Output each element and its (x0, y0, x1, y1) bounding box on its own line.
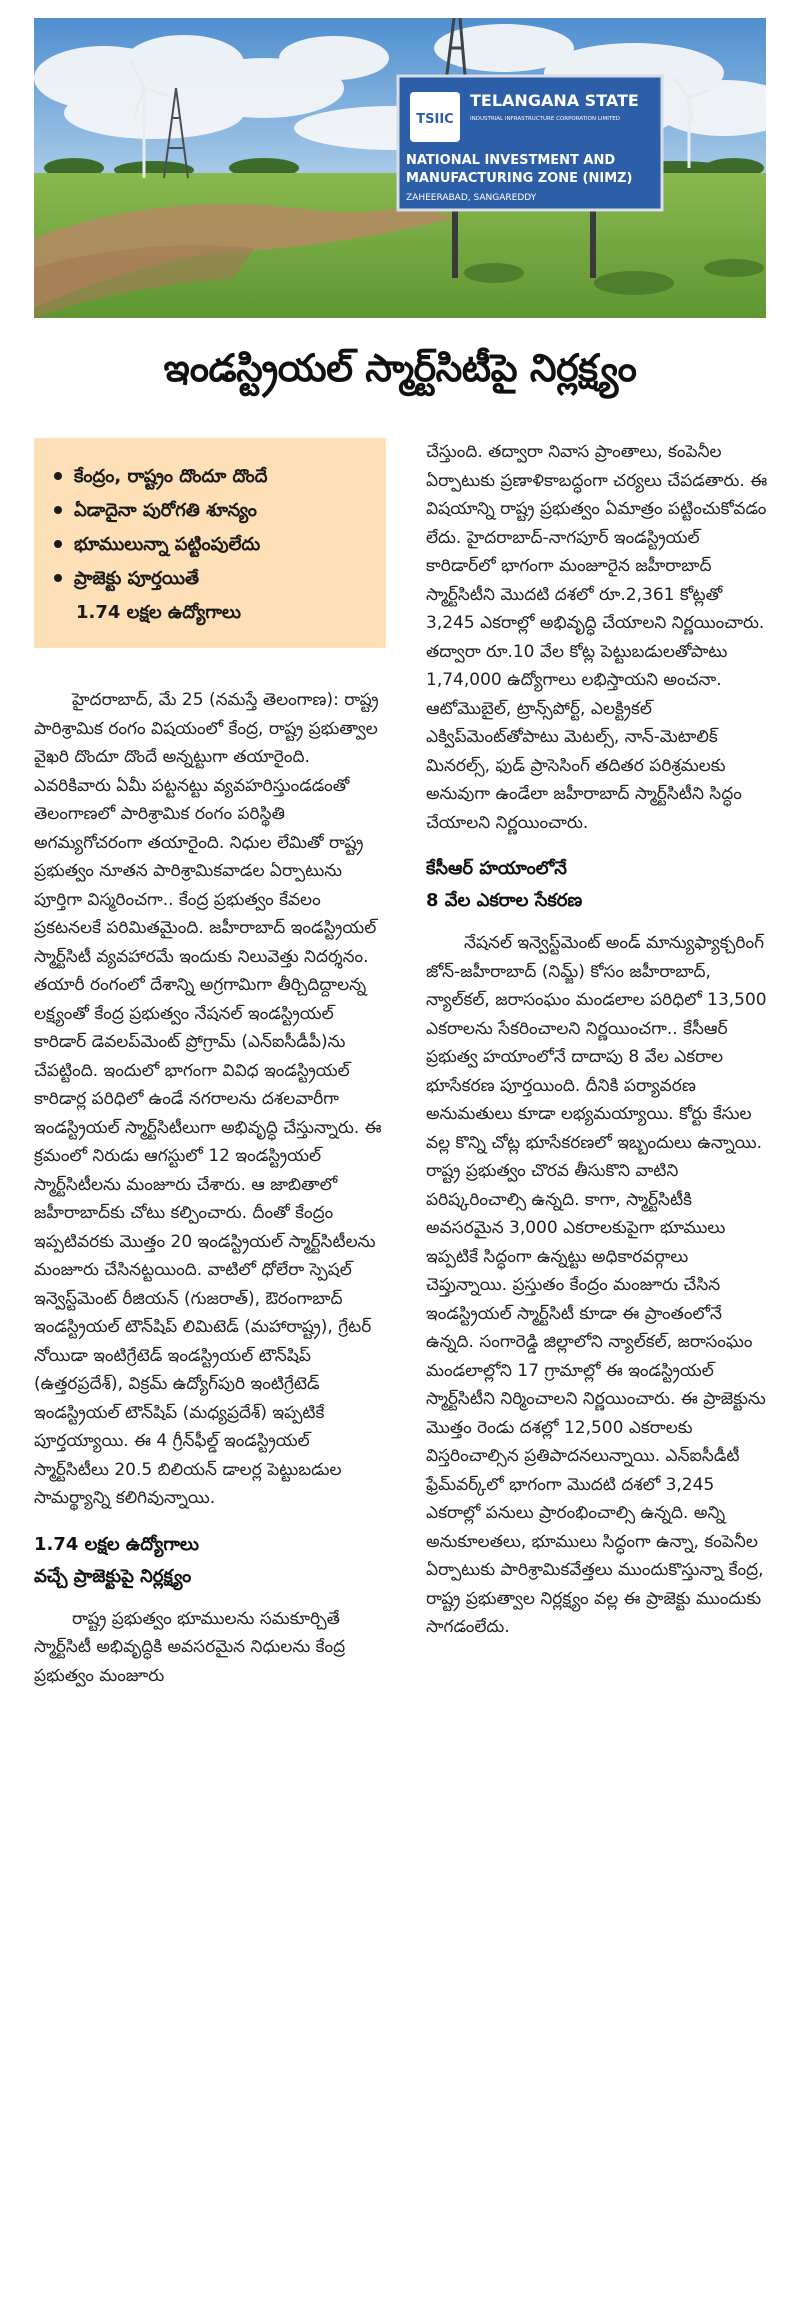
subheading (34, 1529, 386, 1593)
highlight-item: భూములున్నా పట్టింపులేదు (50, 528, 372, 562)
highlight-item: ఏడాదైనా పురోగతి శూన్యం (50, 494, 372, 528)
subheading-line: వచ్చే ప్రాజెక్టుపై నిర్లక్ష్యం (34, 1565, 192, 1587)
bullet-icon (54, 540, 62, 548)
highlights-box (34, 438, 386, 648)
article-column-right (426, 438, 772, 1642)
sign-logo: TSIIC (416, 112, 454, 127)
bullet-icon (54, 506, 62, 514)
sign-line1: TELANGANA STATE (470, 91, 639, 110)
bullet-icon (54, 472, 62, 480)
highlight-item: ప్రాజెక్టు పూర్తయితే (50, 562, 372, 596)
sign-line3: NATIONAL INVESTMENT AND (406, 153, 616, 168)
windfarm-sign-image (34, 18, 766, 318)
headline: ఇండస్ట్రియల్ స్మార్ట్‌సిటీపై నిర్లక్ష్యం (163, 346, 637, 390)
article-paragraph: చేస్తుంది. తద్వారా నివాస ప్రాంతాలు, కంపెనీల ఏర్పాటుకు ప్రణాళికాబద్ధంగా చర్యలు చేపడతారు. ఈ విషయాన్ని రాష్ట్ర ప్రభుత్వం ఏమాత్రం పట్టించుకోవడం లేదు. హైదరాబాద్-నాగపూర్ ఇండస్ట్రియల్ కారిడార్‌లో భాగంగా మంజూరైన జహీరాబాద్ స్మార్ట్‌సిటీని మొదటి దశలో రూ.2,361 కోట్లతో 3,245 ఎకరాల్లో అభివృద్ధి చేయాలని నిర్ణయించారు. తద్వారా రూ.10 వేల కోట్ల పెట్టుబడులతోపాటు 1,74,000 ఉద్యోగాలు లభిస్తాయని అంచనా. ఆటోమొబైల్, ట్రాన్స్‌పోర్ట్, ఎలక్ట్రికల్ ఎక్విప్‌మెంట్‌తోపాటు మెటల్స్, నాన్-మెటాలిక్ మినరల్స్, ఫుడ్ ప్రాసెసింగ్ తదితర పరిశ్రమలకు అనువుగా ఉండేలా జహీరాబాద్ స్మార్ట్‌సిటీని సిద్ధం చేయాలని నిర్ణయించారు. (426, 442, 768, 833)
highlight-item-continuation: 1.74 లక్షల ఉద్యోగాలు (76, 602, 241, 623)
sign-line5: ZAHEERABAD, SANGAREDDY (406, 193, 537, 203)
subheading-line: 8 వేల ఎకరాల సేకరణ (426, 890, 583, 911)
sign-line4: MANUFACTURING ZONE (NIMZ) (406, 171, 633, 186)
article-photo (34, 18, 766, 318)
subheading (426, 853, 772, 917)
subheading-line: కేసీఆర్ హయాంలోనే (426, 858, 567, 879)
bullet-icon (54, 574, 62, 582)
article-paragraph: నేషనల్ ఇన్వెస్ట్‌మెంట్ అండ్ మాన్యుఫ్యాక్చరింగ్ జోన్-జహీరాబాద్ (నిమ్జ్) కోసం జహీరాబాద్, న్యాల్‌కల్, జరాసంఘం మండలాల పరిధిలో 13,500 ఎకరాలను సేకరించాలని నిర్ణయించగా.. కేసీఆర్ ప్రభుత్వ హయాంలోనే దాదాపు 8 వేల ఎకరాల భూసేకరణ పూర్తయింది. దీనికి పర్యావరణ అనుమతులు కూడా లభ్యమయ్యాయి. కోర్టు కేసుల వల్ల కొన్ని చోట్ల భూసేకరణలో ఇబ్బందులు ఉన్నాయి. రాష్ట్ర ప్రభుత్వం చొరవ తీసుకొని వాటిని పరిష్కరించాల్సి ఉన్నది. కాగా, స్మార్ట్‌సిటీకి అవసరమైన 3,000 ఎకరాలకుపైగా భూములు ఇప్పటికే సిద్ధంగా ఉన్నట్టు అధికారవర్గాలు చెప్తున్నాయి. ప్రస్తుతం కేంద్రం మంజూరు చేసిన ఇండస్ట్రియల్ స్మార్ట్‌సిటీ కూడా ఈ ప్రాంతంలోనే ఉన్నది. సంగారెడ్డి జిల్లాలోని న్యాల్‌కల్, జరాసంఘం మండలాల్లోని 17 గ్రామాల్లో ఈ ఇండస్ట్రియల్ స్మార్ట్‌సిటీని నిర్మించాలని నిర్ణయించారు. ఈ ప్రాజెక్టును మొత్తం రెండు దశల్లో 12,500 ఎకరాలకు విస్తరించాల్సిన ప్రతిపాదనలున్నాయి. ఎన్‌ఐసీడీటీ ఫ్రేమ్‌వర్క్‌లో భాగంగా మొదటి దశలో 3,245 ఎకరాల్లో పనులు ప్రారంభించాల్సి ఉన్నది. అన్ని అనుకూలతలు, భూములు సిద్ధంగా ఉన్నా, కంపెనీల ఏర్పాటుకు పారిశ్రామికవేత్తలు ముందుకొస్తున్నా కేంద్ర, రాష్ట్ర ప్రభుత్వాల నిర్లక్ష్యం వల్ల ఈ ప్రాజెక్టు ముందుకు సాగడంలేదు. (426, 933, 767, 1637)
article-paragraph: హైదరాబాద్, మే 25 (నమస్తే తెలంగాణ): రాష్ట్ర పారిశ్రామిక రంగం విషయంలో కేంద్ర, రాష్ట్ర ప్రభుత్వాల వైఖరి దొందూ దొందే అన్నట్టుగా తయారైంది. ఎవరికివారు ఏమీ పట్టనట్టు వ్యవహరిస్తుండడంతో తెలంగాణలో పారిశ్రామిక రంగం పరిస్థితి అగమ్యగోచరంగా తయారైంది. నిధుల లేమితో రాష్ట్ర ప్రభుత్వం నూతన పారిశ్రామికవాడల ఏర్పాటును పూర్తిగా విస్మరించగా.. కేంద్ర ప్రభుత్వం కేవలం ప్రకటనలకే పరిమితమైంది. జహీరాబాద్ ఇండస్ట్రియల్ స్మార్ట్‌సిటీ వ్యవహారమే ఇందుకు నిలువెత్తు నిదర్శనం. తయారీ రంగంలో దేశాన్ని అగ్రగామిగా తీర్చిదిద్దాలన్న లక్ష్యంతో కేంద్ర ప్రభుత్వం నేషనల్ ఇండస్ట్రియల్ కారిడార్ డెవలప్‌మెంట్ ప్రోగ్రామ్ (ఎన్‌ఐసీడీపీ)ను చేపట్టింది. ఇందులో భాగంగా వివిధ ఇండస్ట్రియల్ కారిడార్ల పరిధిలో ఉండే నగరాలను దశలవారీగా ఇండస్ట్రియల్ స్మార్ట్‌సిటీలుగా అభివృద్ధి చేస్తున్నారు. ఈ క్రమంలో నిరుడు ఆగస్టులో 12 ఇండస్ట్రియల్ స్మార్ట్‌సిటీలను మంజూరు చేశారు. ఆ జాబితాలో జహీరాబాద్‌కు చోటు కల్పించారు. దీంతో కేంద్రం ఇప్పటివరకు మొత్తం 20 ఇండస్ట్రియల్ స్మార్ట్‌సిటీలను మంజూరు చేసినట్టయింది. వాటిలో ధోలేరా స్పెషల్ ఇన్వెస్ట్‌మెంట్ రీజియన్ (గుజరాత్), ఔరంగాబాద్ ఇండస్ట్రియల్ టౌన్‌షిప్ లిమిటెడ్ (మహారాష్ట్ర), గ్రేటర్ నోయిడా ఇంటిగ్రేటెడ్ ఇండస్ట్రియల్ టౌన్‌షిప్ (ఉత్తరప్రదేశ్), విక్రమ్ ఉద్యోగ్‌పురి ఇంటిగ్రేటెడ్ ఇండస్ట్రియల్ టౌన్‌షిప్ (మధ్యప్రదేశ్) ఇప్పటికే పూర్తయ్యాయి. ఈ 4 గ్రీన్‌ఫీల్డ్ ఇండస్ట్రియల్ స్మార్ట్‌సిటీలు 20.5 బిలియన్ డాలర్ల పెట్టుబడుల సామర్థ్యాన్ని కలిగివున్నాయి. (34, 690, 382, 1508)
sign-line2: INDUSTRIAL INFRASTRUCTURE CORPORATION LIMITED (470, 116, 620, 122)
article-paragraph: రాష్ట్ర ప్రభుత్వం భూములను సమకూర్చితే స్మార్ట్‌సిటీ అభివృద్ధికి అవసరమైన నిధులను కేంద్ర ప్రభుత్వం మంజూరు (34, 1608, 346, 1686)
highlight-item: కేంద్రం, రాష్ట్రం దొందూ దొందే (50, 460, 372, 494)
article-column-left (34, 438, 386, 1690)
subheading-line: 1.74 లక్షల ఉద్యోగాలు (34, 1533, 199, 1555)
